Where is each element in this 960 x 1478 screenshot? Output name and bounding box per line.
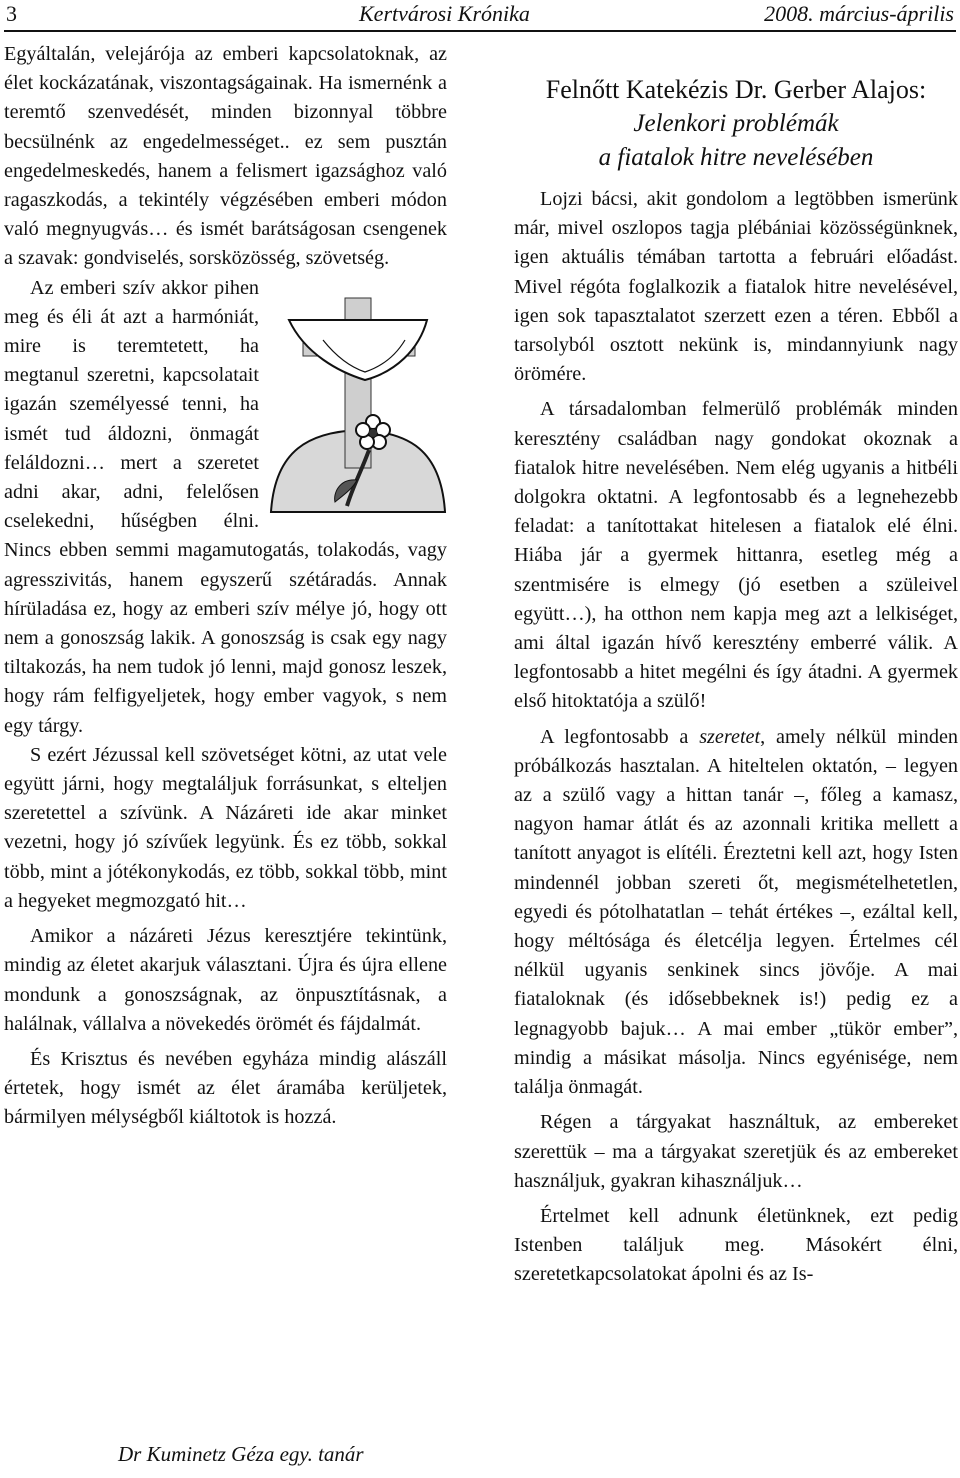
right-paragraph-3-rest: , amely nélkül minden próbálkozás hasztalan. A hiteltelen oktatón, – legyen az a szülő vagy a hittan tanár –, főleg a kamasz, nagyon hamar átlát és az azonnali kritika mellett a tanított anyagot is elítéli. Éreztetni kell azt, hogy Isten mindennél jobban szereti őt, megismételhetetlen, egyedi és pótolhatatlan – tehát értékes –, ezáltal kell, hogy méltósága és életcélja legyen. Értelmes cél nélkül ugyanis senkinek sincs jövője. A mai fiataloknak (és idősebbeknek is!) pedig ez a legnagyobb bajuk… A mai ember „tükör ember”, mindig a másikat másolja. Nincs egyénisége, nem találja önmagát. — [514, 725, 958, 1099]
right-paragraph-4: Régen a tárgyakat használtuk, az embereket szerettük – ma a tárgyakat szeretjük és az embereket használjuk, gyakran kihasználjuk… — [514, 1111, 958, 1192]
article-subtitle-2: a fiatalok hitre nevelésében — [598, 144, 874, 171]
emphasis-szeretet: szeretet — [699, 725, 761, 748]
left-paragraph-4: Amikor a názáreti Jézus keresztjére tekintünk, mindig az életet akarjuk választani. Újra és újra ellene mondunk a gonoszságnak, az önpusztításnak, a halálnak, vállalva a növekedés örömét és fájdalmát. — [4, 925, 447, 1035]
left-paragraph-2 — [4, 274, 447, 741]
issue-date: 2008. március-április — [764, 1, 954, 26]
right-paragraph-2: A társadalomban felmerülő problémák minden keresztény családban nagy gondokat okoznak a fiatalok hitre nevelésében. Nem elég ugyanis a hitbéli dolgokra oktatni. A legfontosabb és a legnehezebb feladat: a tanítottakat hitelesen a fiatalok elé élni. Hiába jár a gyermek hittanra, esetleg még a szentmisére is elmegy (jó esetben a szüleivel együtt…), ha otthon nem kapja meg azt a lelkiséget, ami által igazán hívő keresztény emberré válik. A legfontosabb a hitet megélni és így átadni. A gyermek első hitoktatója a szülő! — [514, 398, 958, 713]
page-header — [4, 0, 956, 32]
right-paragraph-1: Lojzi bácsi, akit gondolom a legtöbben ismerünk már, mivel oszlopos tagja plébániai közösségünknek, igen aktuális témában tartotta a februári előadást. Mivel régóta foglalkozik a fiatalok hitre nevelésével, igen sok tapasztalatot szerzett ezen a téren. Ebből a tarsolyból osztott nekünk is, mindannyiunk nagy örömére. — [514, 188, 958, 386]
right-paragraph-3-lead: A legfontosabb a — [540, 725, 700, 748]
right-paragraph-3 — [514, 723, 958, 1103]
cross-flower-illustration — [269, 280, 447, 528]
left-paragraph-5: És Krisztus és nevében egyháza mindig alászáll értetek, hogy ismét az élet áramába kerüljetek, bármilyen mélységből kiáltotok is hozzá. — [4, 1047, 447, 1129]
left-column — [4, 40, 447, 1133]
left-paragraph-1: Egyáltalán, velejárója az emberi kapcsolatoknak, az élet kockázatának, viszontagságainak. Ha ismernénk a teremtő szenvedését, minden bizonnyal többre becsülnénk az engedelmességet.. ez sem pusztán engedelmeskedés, hanem a felismert igazsághoz való ragaszkodás, a tekintély végzésében emberi módon való megnyugvás… és ismét barátságosan csengenek a szavak: gondviselés, sorsközösség, szövetség. — [4, 43, 447, 270]
right-column — [514, 40, 958, 1290]
page-number: 3 — [6, 1, 17, 26]
left-paragraph-2-text: Az emberi szív akkor pihen meg és éli át azt a harmóniát, mire is teremtetett, ha megtanul szeretni, kapcsolatait igazán személyessé tenni, ha ismét tud áldozni, önmagát feláldozni… mert a szeretet adni akar, adni, felelősen cselekedni, hűségben élni. Nincs ebben semmi magamutogatás, tolakodás, vagy agresszivitás, hanem egyszerű szétáradás. Annak hírüladása ez, hogy az emberi szív mélye jó, hogy ott nem a gonoszság lakik. A gonoszság is csak egy nagy tiltakozás, ha nem tudok jó lenni, majd gonosz leszek, hogy rám felfigyeljetek, hogy ember vagyok, s nem egy tárgy. — [4, 276, 447, 737]
left-paragraph-3: S ezért Jézussal kell szövetséget kötni, az utat vele együtt járni, hogy megtaláljuk forrásunkat, s elteljen szeretettel a szívünk. A Názáreti ide akar minket vezetni, hogy jó szívűek legyünk. És ez több, sokkal több, mint a jótékonykodás, ez több, sokkal több, mint a hegyeket megmozgató hit… — [4, 743, 447, 912]
author-signature: Dr Kuminetz Géza egy. tanár — [118, 1442, 364, 1466]
article-subtitle-1: Jelenkori problémák — [633, 110, 839, 137]
article-title: Felnőtt Katekézis Dr. Gerber Alajos: — [545, 75, 927, 104]
publication-title: Kertvárosi Krónika — [359, 1, 530, 26]
right-paragraph-5: Értelmet kell adnunk életünknek, ezt pedig Istenben találjuk meg. Másokért élni, szeretetkapcsolatokat ápolni és az Is- — [514, 1204, 958, 1286]
